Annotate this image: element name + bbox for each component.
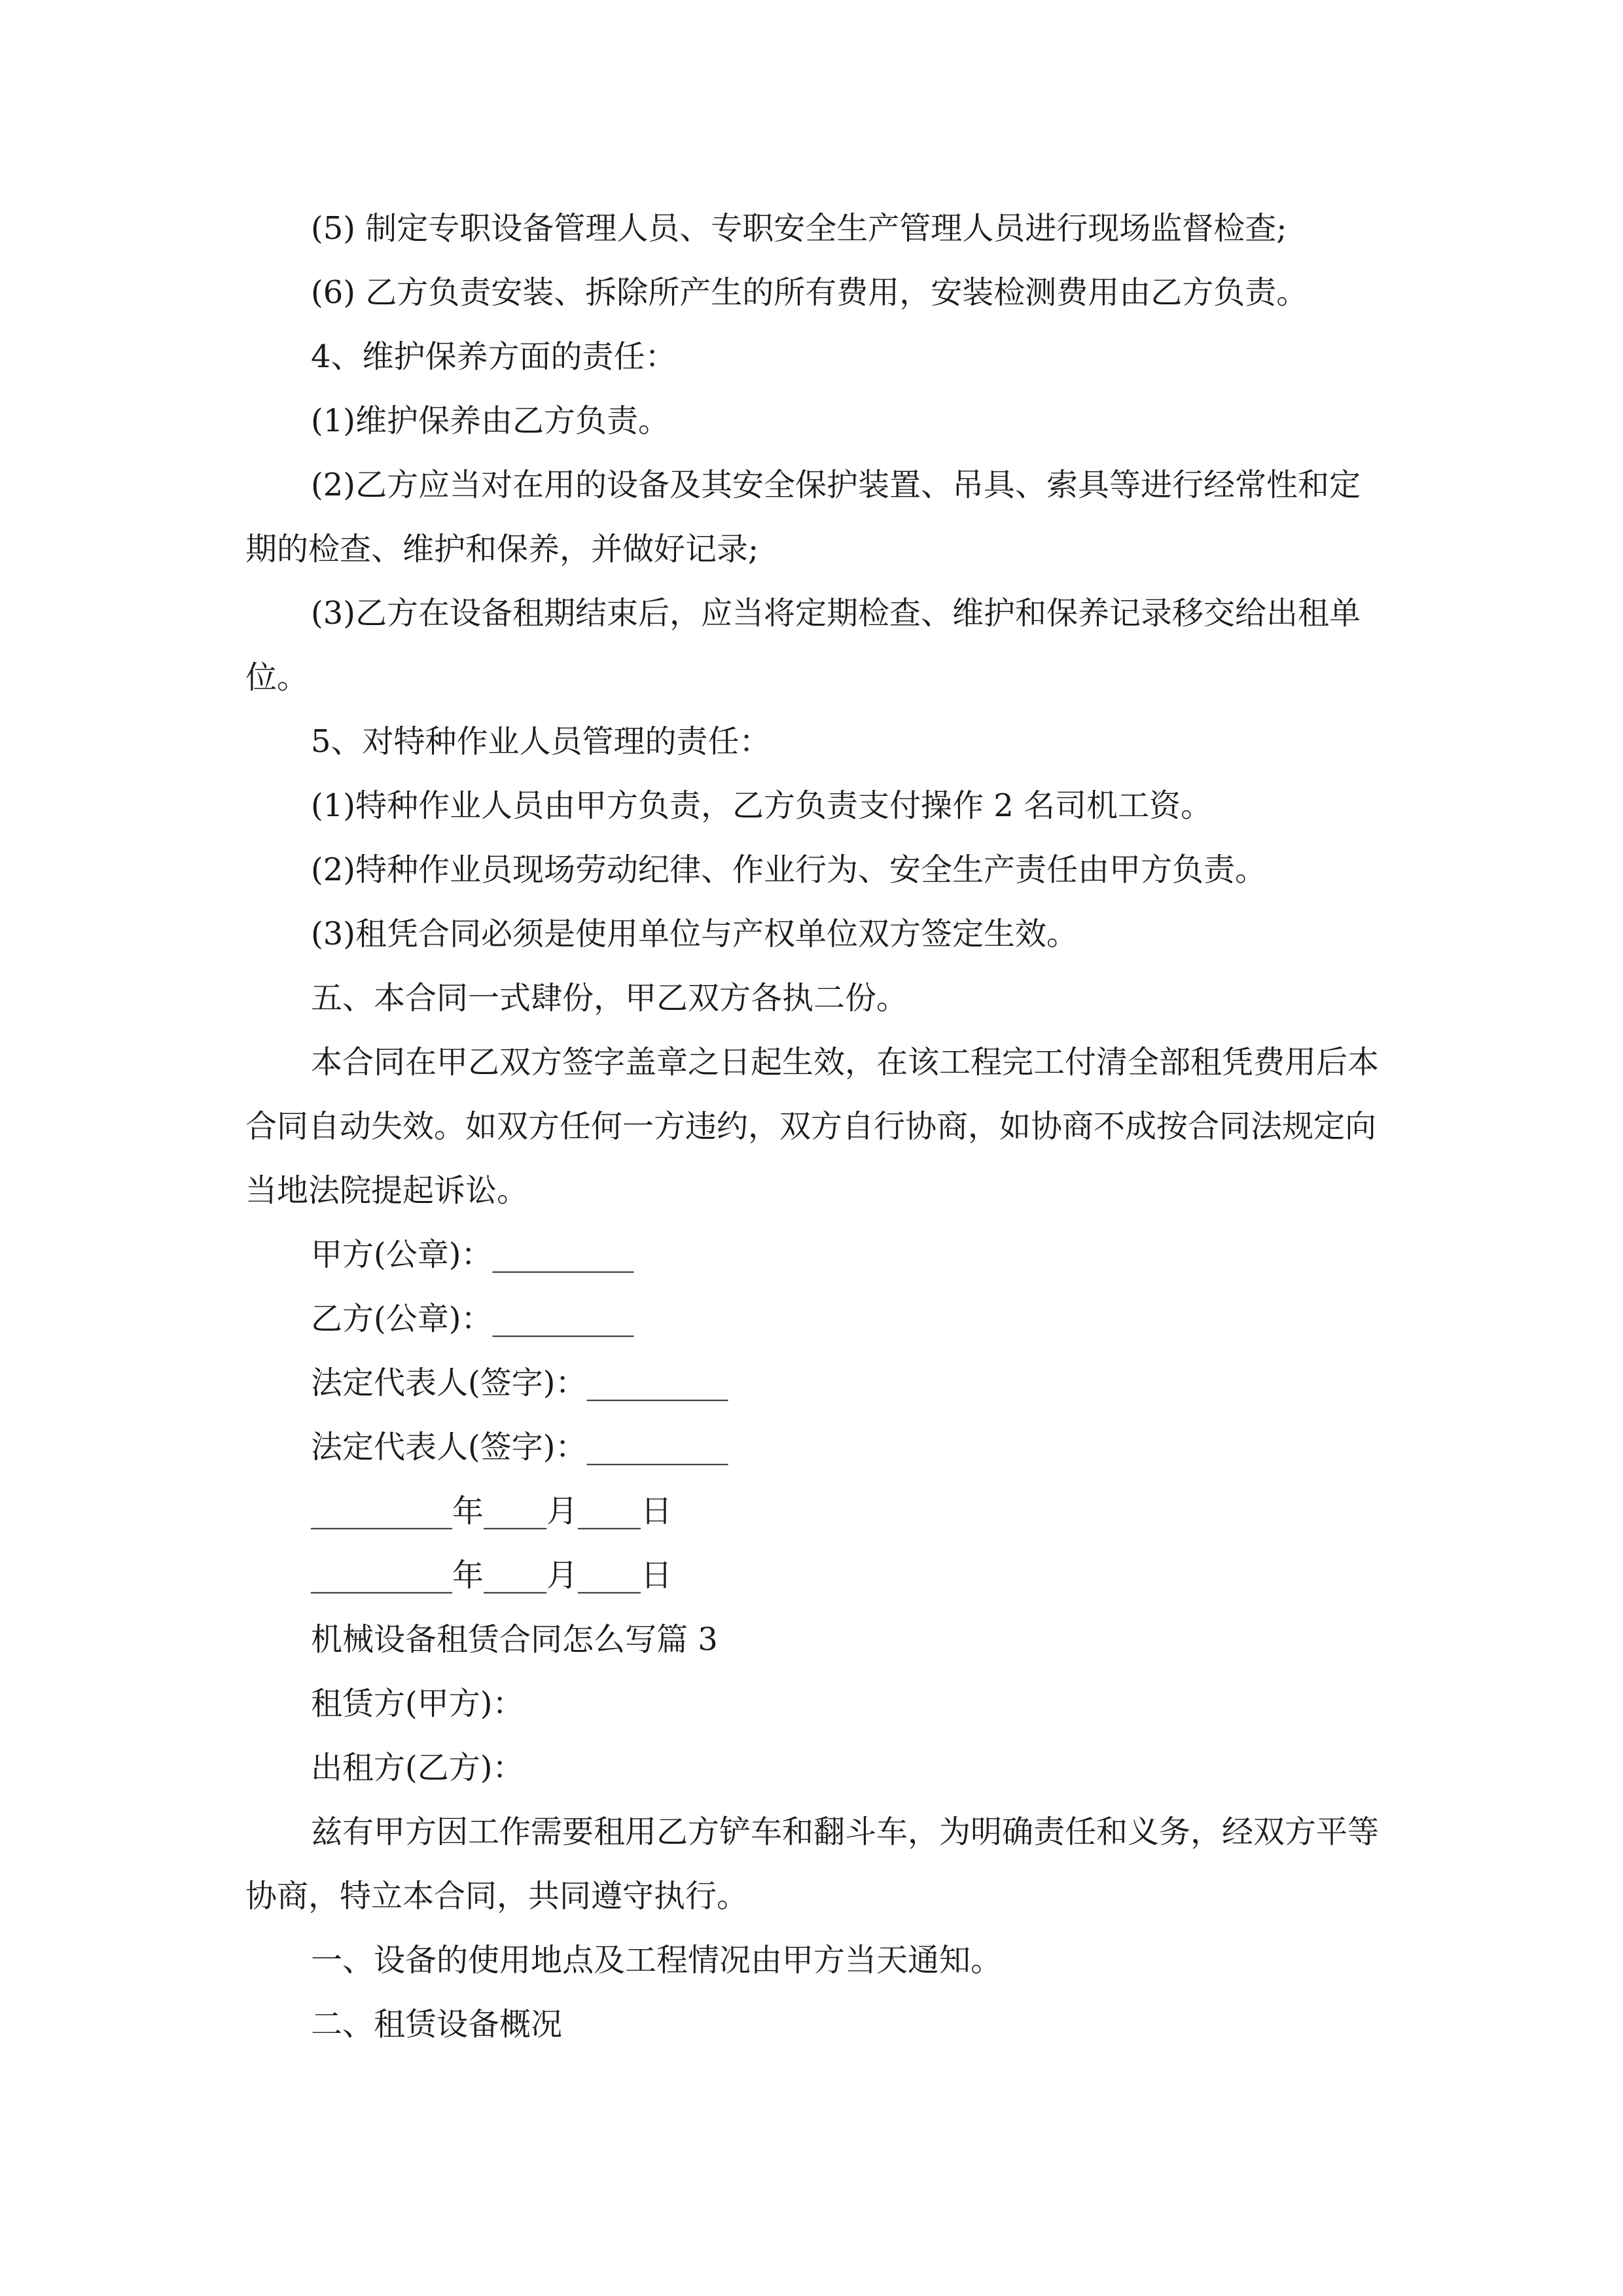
paragraph-maintenance-3: (3)乙方在设备租期结束后，应当将定期检查、维护和保养记录移交给出租单位。 (245, 595, 1361, 696)
paragraph-item-5: (5) 制定专职设备管理人员、专职安全生产管理人员进行现场监督检查; (311, 210, 1287, 247)
clause-two: 二、租赁设备概况 (311, 2006, 563, 2043)
clause-one: 一、设备的使用地点及工程情况由甲方当天通知。 (311, 1942, 1003, 1979)
signature-party-b: 乙方(公章)：_________ (311, 1300, 634, 1337)
signature-legal-rep-b: 法定代表人(签字)：_________ (311, 1429, 728, 1465)
paragraph-operators-2: (2)特种作业员现场劳动纪律、作业行为、安全生产责任由甲方负责。 (311, 852, 1266, 888)
lessor-line: 出租方(乙方)： (311, 1749, 524, 1786)
paragraph-operators-3: (3)租凭合同必须是使用单位与产权单位双方签定生效。 (311, 916, 1078, 952)
paragraph-maintenance-2: (2)乙方应当对在用的设备及其安全保护装置、吊具、索具等进行经常性和定期的检查、维护和保养，并做好记录; (245, 467, 1361, 567)
signature-legal-rep-a: 法定代表人(签字)：_________ (311, 1365, 728, 1401)
paragraph-operators-1: (1)特种作业人员由甲方负责，乙方负责支付操作 2 名司机工资。 (311, 787, 1213, 824)
section-heading-maintenance: 4、维护保养方面的责任： (311, 338, 677, 375)
effectiveness-paragraph: 本合同在甲乙双方签字盖章之日起生效，在该工程完工付清全部租凭费用后本合同自动失效。如双方任何一方违约，双方自行协商，如协商不成按合同法规定向当地法院提起诉讼。 (245, 1044, 1380, 1209)
clause-five: 五、本合同一式肆份，甲乙双方各执二份。 (311, 980, 908, 1016)
paragraph-item-6: (6) 乙方负责安装、拆除所产生的所有费用，安装检测费用由乙方负责。 (311, 274, 1308, 311)
paragraph-maintenance-1: (1)维护保养由乙方负责。 (311, 403, 669, 439)
lessee-line: 租赁方(甲方)： (311, 1685, 524, 1722)
signature-party-a: 甲方(公章)：_________ (311, 1236, 634, 1273)
date-line-b: _________年____月____日 (311, 1557, 673, 1594)
document-body (245, 196, 1384, 2056)
date-line-a: _________年____月____日 (311, 1493, 673, 1530)
section-heading-special-operators: 5、对特种作业人员管理的责任： (311, 723, 771, 760)
preamble-paragraph: 兹有甲方因工作需要租用乙方铲车和翻斗车，为明确责任和义务，经双方平等协商，特立本合同，共同遵守执行。 (245, 1814, 1380, 1914)
contract-title-3: 机械设备租赁合同怎么写篇 3 (311, 1621, 718, 1658)
